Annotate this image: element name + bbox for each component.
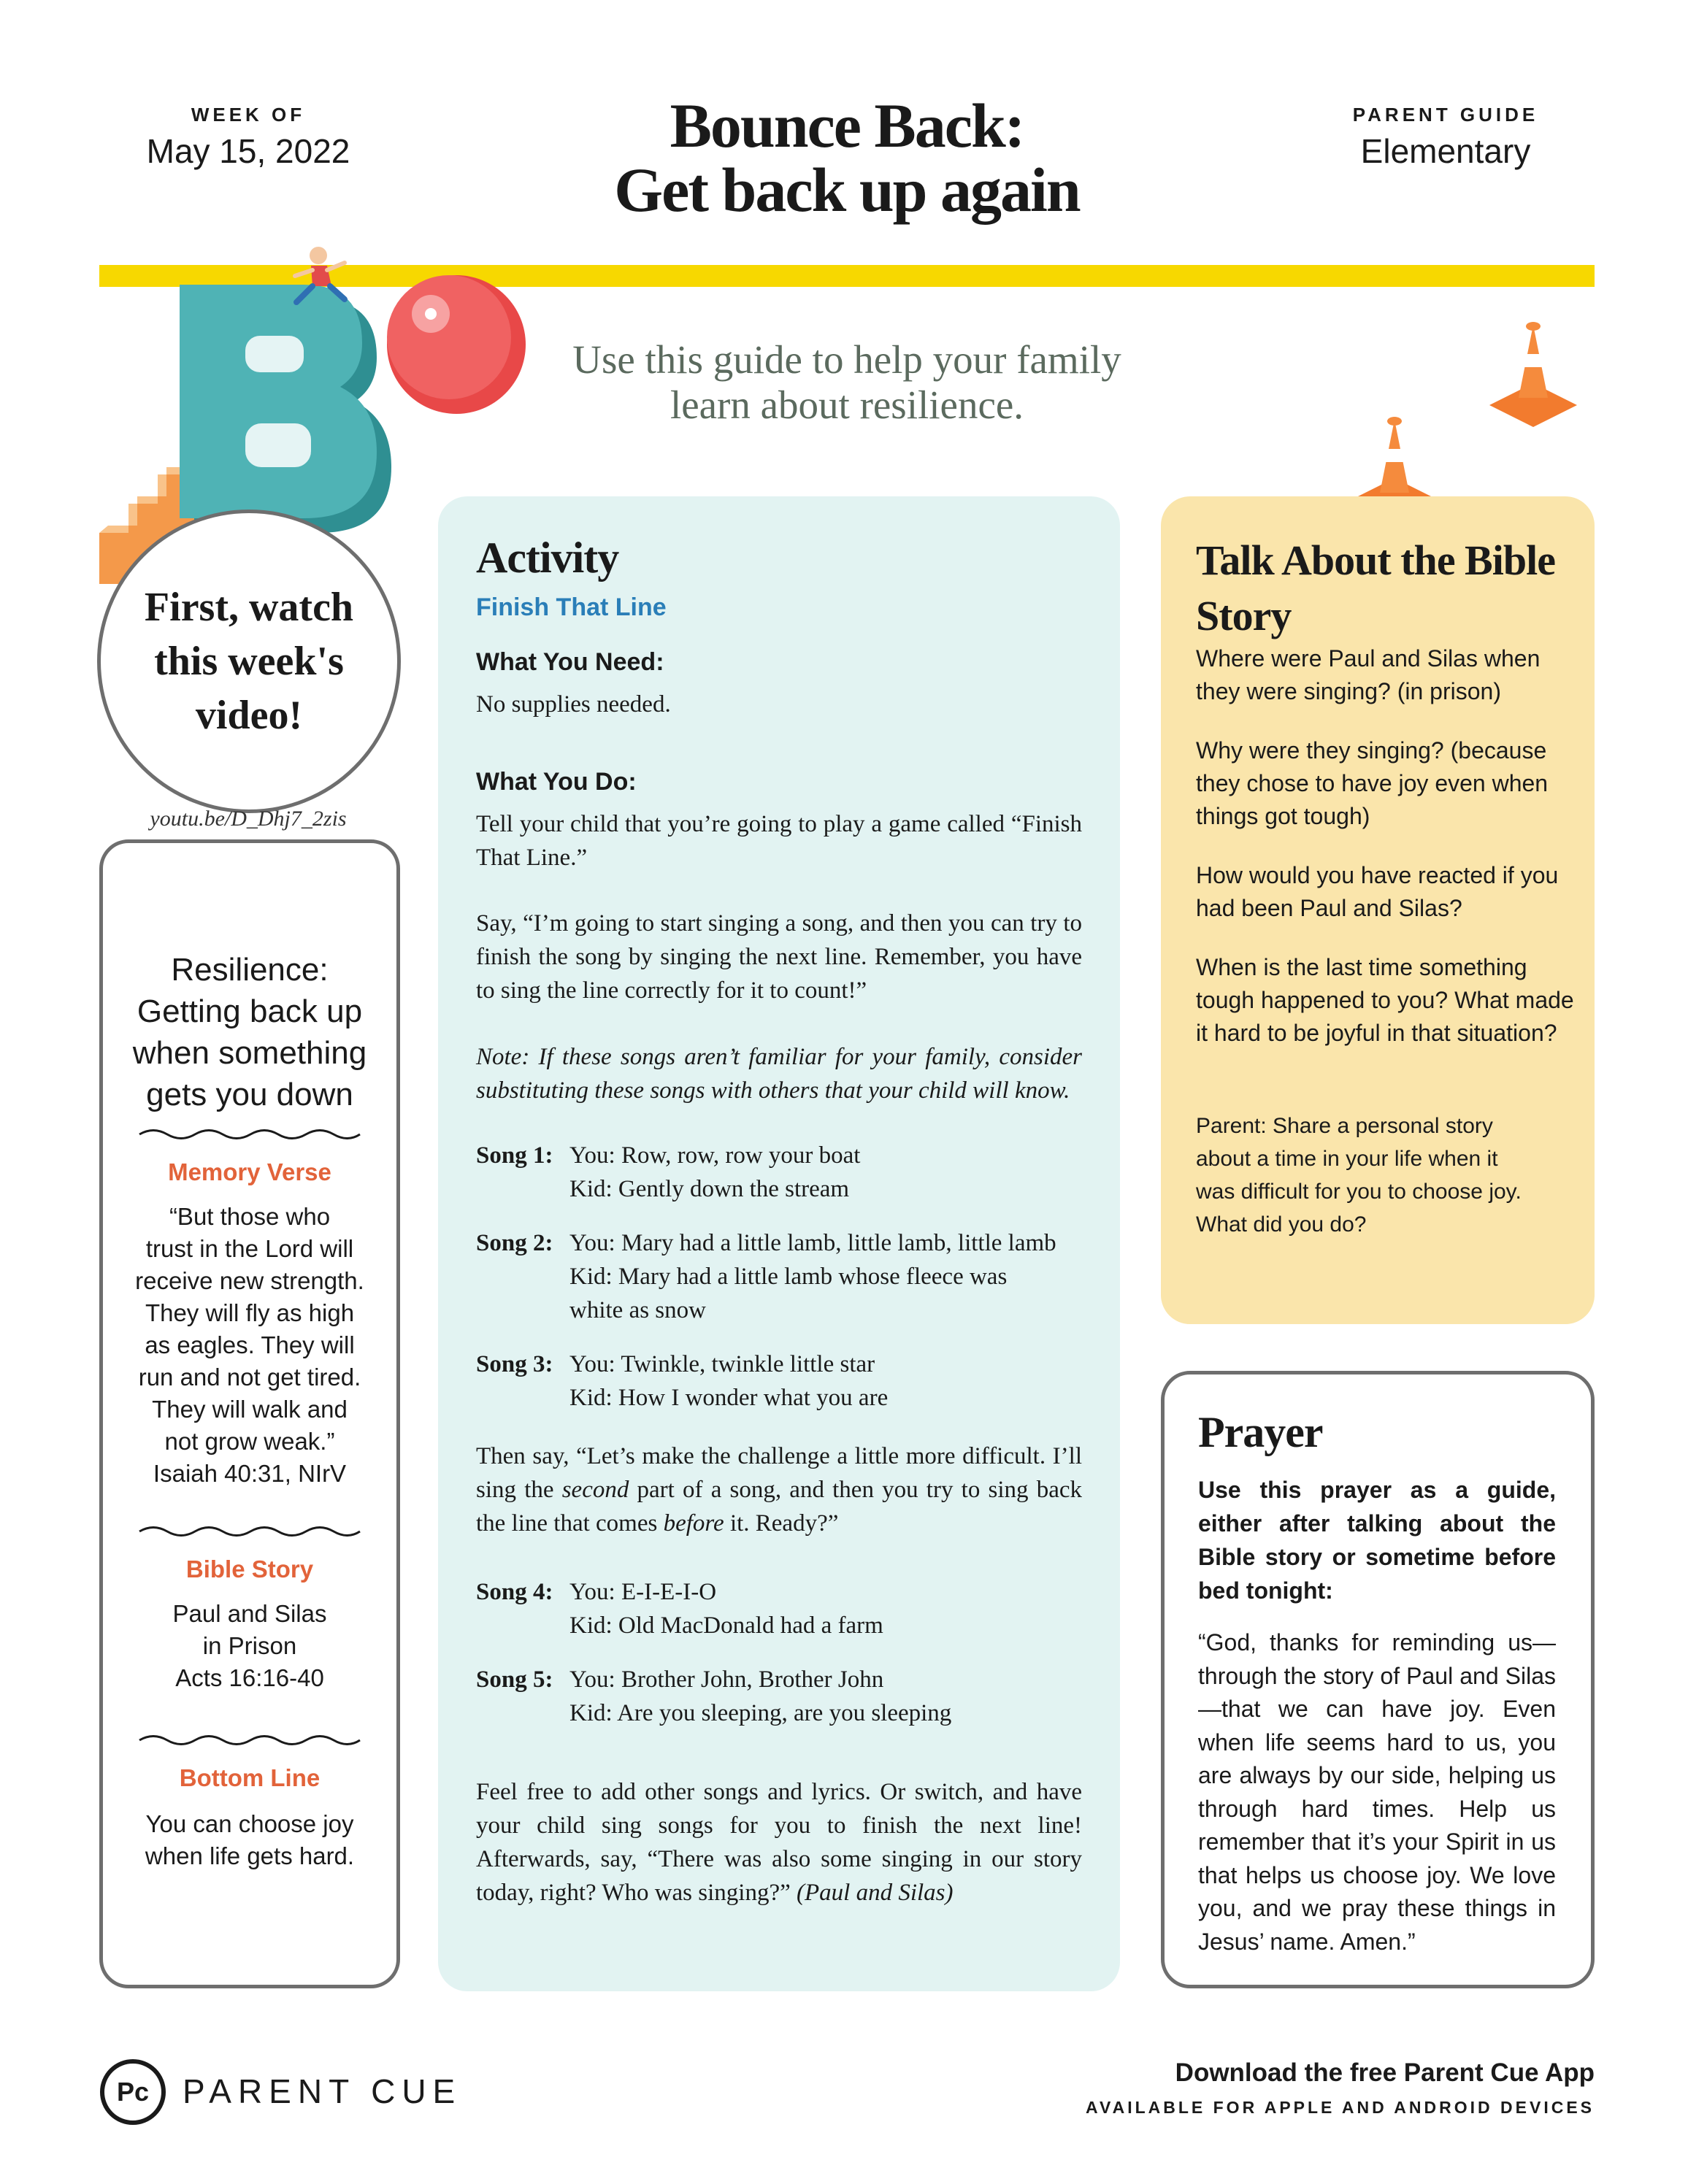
prayer-card [1161,1371,1595,1988]
song-line: Kid: Are you sleeping, are you sleeping [569,1700,952,1726]
talk-question-4: When is the last time something tough happened to you? What made it hard to be joyful in that situation? [1196,954,1574,1046]
parent-guide-label: PARENT GUIDE [1352,104,1539,126]
song-label: Song 4: [476,1579,553,1605]
song-line: Kid: How I wonder what you are [569,1385,889,1411]
activity-title: Activity [476,534,619,582]
talk-parent-prompt: Parent: Share a personal story about a time in your life when it was difficult for you to choose joy. What did you do? [1196,1114,1522,1237]
song-item [476,1226,1089,1327]
activity-paragraph-2: Say, “I’m going to start singing a song, and then you can try to finish the song by singing the next line. Remember, you have to sing the line correctly for it to count!” [476,910,1082,1004]
p3-text-a: Then say, “Let’s make the challenge a little more difficult. I’ll sing the [476,1443,1082,1503]
bottom-line-heading: Bottom Line [179,1764,321,1791]
song-line: Kid: Old MacDonald had a farm [569,1612,883,1639]
song-item [476,1575,1089,1642]
talk-question-1: Where were Paul and Silas when they were singing? (in prison) [1196,645,1541,704]
watch-line: video! [195,693,303,738]
download-app-text: Download the free Parent Cue App [1175,2058,1595,2087]
brand-name: PARENT CUE [183,2072,462,2110]
prayer-intro: Use this prayer as a guide, either after talking about the Bible story or sometime before bed tonight: [1198,1477,1556,1604]
memory-verse-line: not grow weak.” [164,1428,335,1455]
song-label: Song 2: [476,1230,553,1256]
activity-note: Note: If these songs aren’t familiar for your family, consider substituting these songs with others that your child will know. [476,1044,1082,1104]
squiggle-divider [138,1126,361,1142]
song-item [476,1139,1089,1206]
memory-verse-reference: Isaiah 40:31, NIrV [153,1460,347,1487]
memory-verse-line: They will walk and [152,1396,348,1423]
video-link[interactable]: youtu.be/D_Dhj7_2zis [150,807,347,831]
activity-paragraph-3 [476,1439,1082,1540]
subtitle-line-1: Use this guide to help your family [572,337,1121,382]
watch-video-text [128,580,369,742]
song-label: Song 1: [476,1142,553,1169]
what-you-need-text: No supplies needed. [476,691,671,718]
resilience-title-line: gets you down [146,1077,353,1112]
bible-story-heading: Bible Story [185,1556,314,1583]
song-line: white as snow [569,1297,706,1323]
song-line: Kid: Gently down the stream [569,1176,850,1202]
bible-story-reference: Acts 16:16-40 [175,1664,324,1691]
p3-emphasis-1: second [561,1477,629,1503]
title-line-2: Get back up again [614,155,1080,225]
week-of-label: WEEK OF [191,104,306,126]
resilience-title-line: when something [132,1035,367,1071]
available-devices-text: AVAILABLE FOR APPLE AND ANDROID DEVICES [1086,2098,1595,2117]
song-item [476,1663,1089,1730]
activity-paragraph-4 [476,1775,1082,1910]
bottom-line-text [103,1808,396,1872]
resilience-title-line: Getting back up [137,993,363,1029]
parent-cue-logo-icon [99,2058,166,2126]
traffic-cone-icon-1 [1482,310,1584,427]
song-label: Song 5: [476,1666,553,1693]
memory-verse-heading: Memory Verse [168,1158,331,1185]
memory-verse-text [103,1201,396,1490]
talk-about-card [1161,496,1595,1324]
song-line: You: E-I-E-I-O [569,1579,717,1605]
song-list-1 [476,1139,1089,1415]
talk-question-3: How would you have reacted if you had been Paul and Silas? [1196,862,1559,921]
letter-b-icon [180,285,391,533]
watch-video-badge [97,510,401,813]
song-line: You: Brother John, Brother John [569,1666,884,1693]
song-label: Song 3: [476,1351,553,1377]
song-line: Kid: Mary had a little lamb whose fleece was [569,1264,1008,1290]
squiggle-divider [138,1523,361,1539]
song-lines [569,1226,1056,1327]
p3-emphasis-2: before [663,1510,724,1537]
resilience-title [103,949,396,1115]
song-lines [569,1575,883,1642]
song-item [476,1347,1089,1415]
guide-level: Elementary [1360,132,1531,170]
watch-line: this week's [154,639,344,684]
p3-text-c: it. Ready?” [724,1510,839,1537]
song-line: You: Mary had a little lamb, little lamb, little lamb [569,1230,1056,1256]
memory-verse-line: They will fly as high [145,1299,355,1326]
song-lines [569,1139,860,1206]
week-date: May 15, 2022 [146,132,350,170]
activity-subtitle: Finish That Line [476,593,667,621]
song-lines [569,1347,888,1415]
activity-card [438,496,1120,1991]
memory-verse-line: “But those who [169,1203,331,1230]
page-title [511,91,1183,225]
p3-text-b: part of a song, and then you try to sing back the line that comes [476,1477,1082,1537]
bottom-line-line: You can choose joy [145,1810,354,1837]
title-line-1: Bounce Back: [670,91,1024,161]
talk-question-2: Why were they singing? (because they chose to have joy even when things got tough) [1196,737,1549,829]
memory-verse-line: trust in the Lord will [145,1235,354,1262]
intro-subtitle [511,337,1183,428]
song-list-2 [476,1575,1089,1730]
song-line: You: Row, row, row your boat [569,1142,861,1169]
subtitle-line-2: learn about resilience. [670,382,1024,427]
memory-verse-line: receive new strength. [135,1267,364,1294]
memory-verse-line: as eagles. They will [145,1331,355,1358]
resilience-title-line: Resilience: [171,952,329,988]
memory-verse-line: run and not get tired. [138,1364,361,1391]
bible-story-text [103,1598,396,1694]
song-lines [569,1663,951,1730]
resilience-sidebar-card [99,839,400,1988]
what-you-do-heading: What You Do: [476,768,637,796]
squiggle-divider [138,1732,361,1748]
prayer-title: Prayer [1198,1408,1323,1456]
p4-text: Feel free to add other songs and lyrics. Or switch, and have your child sing songs for you to finish the next line! Afterwards, say, “There was also some singing in our story today, right? Who was singing?” [476,1779,1082,1906]
red-ball-icon [380,272,533,418]
activity-paragraph-1: Tell your child that you’re going to play a game called “Finish That Line.” [476,811,1082,871]
bible-story-line: in Prison [202,1632,297,1659]
what-you-need-heading: What You Need: [476,648,664,676]
song-line: You: Twinkle, twinkle little star [569,1351,875,1377]
watch-line: First, watch [144,585,354,630]
bottom-line-line: when life gets hard. [145,1842,355,1869]
prayer-body: “God, thanks for reminding us—through the story of Paul and Silas—that we can have joy. Even when life seems hard to us, you are always by our side, helping us through hard times. Help us remember that it’s your Spirit in us that helps us choose joy. We love you, and we pray these things in Jesus’ name. Amen.” [1198,1629,1556,1955]
logo-text: Pc [116,2077,150,2107]
talk-about-title: Talk About the Bible Story [1196,537,1555,639]
p4-answer: (Paul and Silas) [797,1880,954,1906]
bible-story-line: Paul and Silas [172,1600,327,1627]
